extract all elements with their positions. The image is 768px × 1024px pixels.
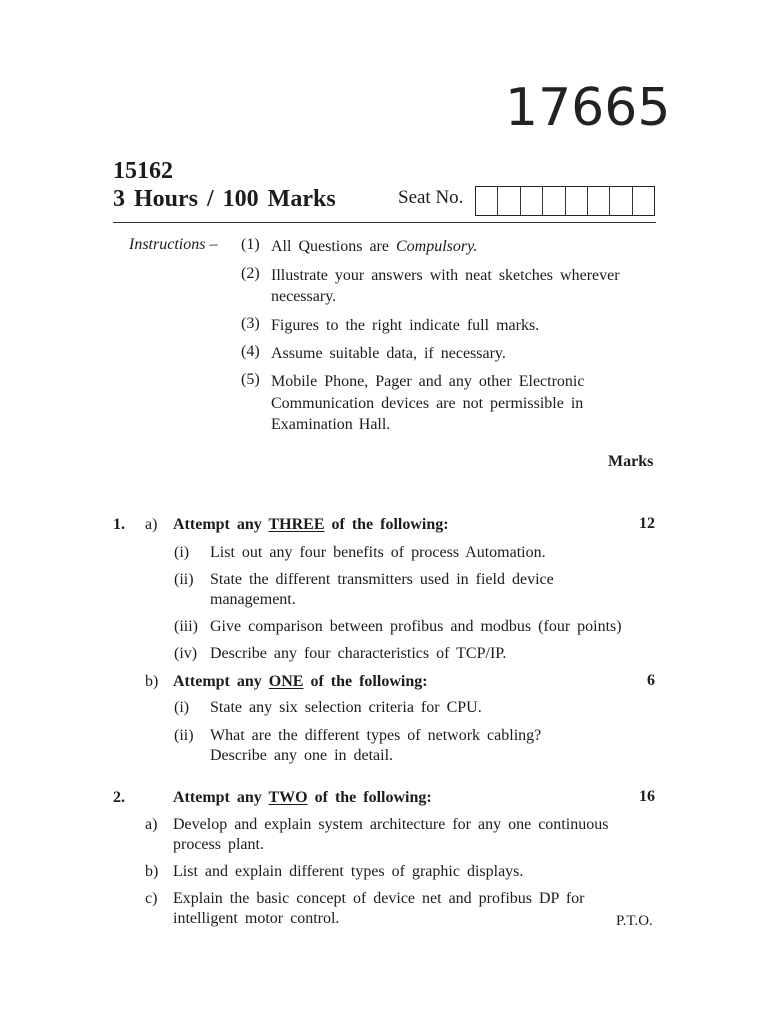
item-text: List and explain different types of graphic displays. <box>173 863 524 880</box>
duration-marks: 3 Hours / 100 Marks <box>113 186 336 212</box>
item-label: a) <box>145 816 158 833</box>
seat-box <box>521 187 543 215</box>
item-text: Describe any one in detail. <box>210 747 394 764</box>
seat-box <box>633 187 654 215</box>
question-number: 1. <box>113 516 125 533</box>
item-number: (iii) <box>174 618 198 635</box>
instructions-heading: Instructions – <box>129 236 218 253</box>
instruction-text: Mobile Phone, Pager and any other Electronic <box>271 373 585 390</box>
item-text: Describe any four characteristics of TCP/IP. <box>210 645 507 662</box>
marks-column-heading: Marks <box>608 453 654 470</box>
question-marks: 16 <box>639 788 655 805</box>
item-number: (ii) <box>174 571 194 588</box>
item-label: c) <box>145 890 158 907</box>
item-text: Develop and explain system architecture for any one continuous <box>173 816 609 833</box>
instruction-number: (5) <box>241 371 260 388</box>
item-text: Explain the basic concept of device net and profibus DP for <box>173 890 585 907</box>
item-text: process plant. <box>173 836 264 853</box>
item-number: (iv) <box>174 645 198 662</box>
item-text: management. <box>210 591 296 608</box>
seat-box <box>476 187 498 215</box>
paper-code: 15162 <box>113 158 173 184</box>
item-text: What are the different types of network cabling? <box>210 727 542 744</box>
instruction-text: Figures to the right indicate full marks. <box>271 317 540 334</box>
question-number: 2. <box>113 789 125 806</box>
item-text: State the different transmitters used in field device <box>210 571 554 588</box>
header-divider <box>113 222 656 223</box>
item-text: intelligent motor control. <box>173 910 340 927</box>
sub-question-heading: Attempt any ONE of the following: <box>173 673 428 690</box>
instruction-text: Illustrate your answers with neat sketches wherever <box>271 267 620 284</box>
page-turn-over: P.T.O. <box>616 913 653 929</box>
seat-box <box>610 187 632 215</box>
instruction-text: Examination Hall. <box>271 416 391 433</box>
seat-box <box>588 187 610 215</box>
instruction-number: (4) <box>241 343 260 360</box>
seat-box <box>498 187 520 215</box>
item-text: State any six selection criteria for CPU. <box>210 699 482 716</box>
item-text: List out any four benefits of process Automation. <box>210 544 546 561</box>
sub-question-heading: Attempt any THREE of the following: <box>173 516 449 533</box>
item-text: Give comparison between profibus and modbus (four points) <box>210 618 622 635</box>
seat-box <box>543 187 565 215</box>
instruction-number: (1) <box>241 236 260 253</box>
item-number: (ii) <box>174 727 194 744</box>
item-number: (i) <box>174 544 190 561</box>
item-label: b) <box>145 863 159 880</box>
instruction-text: Assume suitable data, if necessary. <box>271 345 506 362</box>
seat-number-label: Seat No. <box>398 187 464 208</box>
paper-number-large: 17665 <box>505 78 671 138</box>
seat-number-boxes <box>475 186 655 216</box>
seat-box <box>566 187 588 215</box>
question-heading: Attempt any TWO of the following: <box>173 789 432 806</box>
sub-question-label: b) <box>145 673 159 690</box>
question-marks: 12 <box>639 515 655 532</box>
instruction-number: (3) <box>241 315 260 332</box>
instruction-text: Communication devices are not permissible in <box>271 395 584 412</box>
instruction-number: (2) <box>241 265 260 282</box>
question-marks: 6 <box>647 672 655 689</box>
sub-question-label: a) <box>145 516 158 533</box>
item-number: (i) <box>174 699 190 716</box>
instruction-text: necessary. <box>271 288 337 305</box>
instruction-text: All Questions are Compulsory. <box>271 238 478 255</box>
